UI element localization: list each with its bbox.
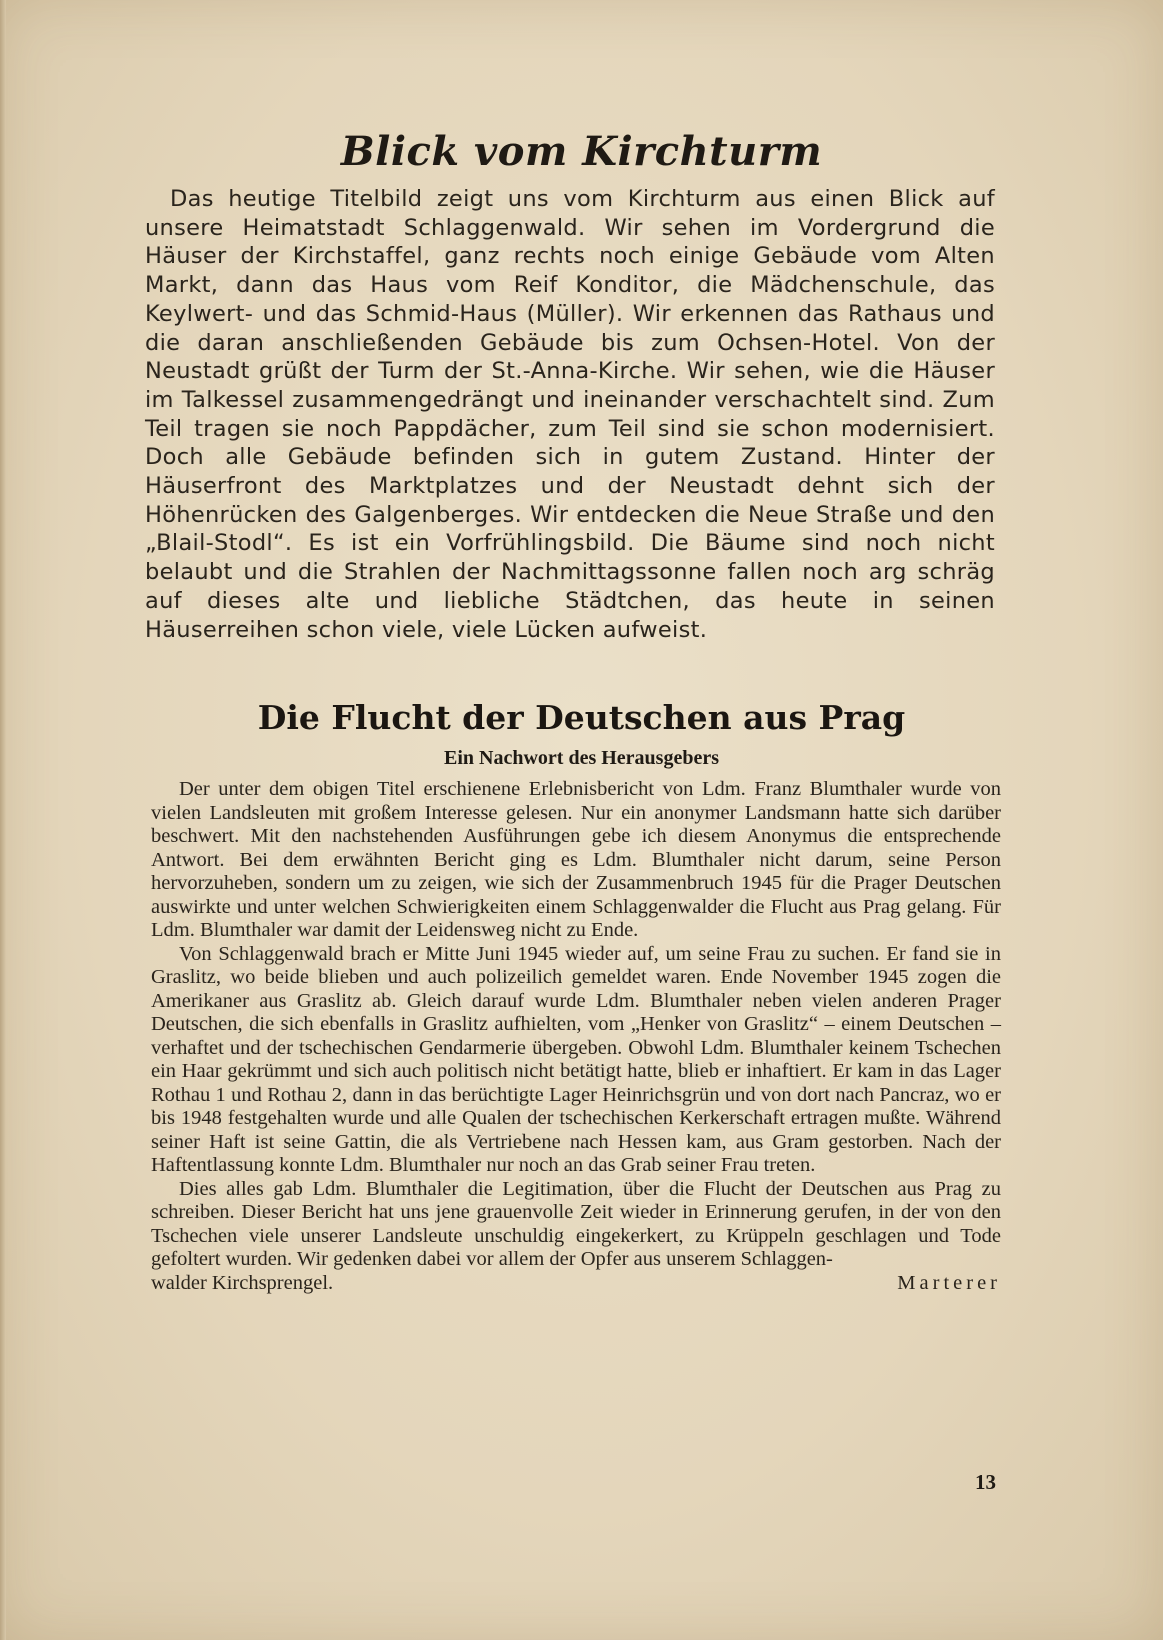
article2-paragraph-3: Dies alles gab Ldm. Blumthaler die Legitimation, über die Flucht der Deutschen aus Prag zu schreiben. Dieser Bericht hat uns jene grauenvolle Zeit wieder in Erinnerung gerufen, in der von den Tschechen viele unserer Landsleute unschuldig eingekerkert, zu Krüppeln geschlagen und Tode gefoltert wurden. Wir gedenken dabei vor allem der Opfer aus unserem Schlaggen-: [151, 1177, 1001, 1270]
article2-body: [151, 778, 1001, 1295]
article1-body: Das heutige Titelbild zeigt uns vom Kirchturm aus einen Blick auf unsere Heimatstadt Schlaggenwald. Wir sehen im Vordergrund die Häuser der Kirchstaffel, ganz rechts noch einige Gebäude vom Alten Markt, dann das Haus vom Reif Konditor, die Mädchenschule, das Keylwert- und das Schmid-Haus (Müller). Wir erkennen das Rathaus und die daran anschließenden Gebäude bis zum Ochsen-Hotel. Von der Neustadt grüßt der Turm der St.-Anna-Kirche. Wir sehen, wie die Häuser im Talkessel zusammengedrängt und ineinander verschachtelt sind. Zum Teil tragen sie noch Pappdächer, zum Teil sind sie schon modernisiert. Doch alle Gebäude befinden sich in gutem Zustand. Hinter der Häuserfront des Marktplatzes und der Neustadt dehnt sich der Höhenrücken des Galgenberges. Wir entdecken die Neue Straße und den „Blail-Stodl“. Es ist ein Vorfrühlingsbild. Die Bäume sind noch nicht belaubt und die Strahlen der Nachmittagssonne fallen noch arg schräg auf dieses alte und liebliche Städtchen, das heute in seinen Häuserreihen schon viele, viele Lücken aufweist.: [145, 186, 995, 643]
article1-title: Blick vom Kirchturm: [340, 128, 823, 175]
article2-paragraph-1: Der unter dem obigen Titel erschienene Erlebnisbericht von Ldm. Franz Blumthaler wurde von vielen Landsleuten mit großem Interesse gelesen. Nur ein anonymer Landsmann hatte sich darüber beschwert. Mit den nachstehenden Ausführungen gebe ich diesem Anonymus die entsprechende Antwort. Bei dem erwähnten Bericht ging es Ldm. Blumthaler nicht darum, seine Person hervorzuheben, sondern um zu zeigen, wie sich der Zusammenbruch 1945 für die Prager Deutschen auswirkte und unter welchen Schwierigkeiten einem Schlaggenwalder die Flucht aus Prag gelang. Für Ldm. Blumthaler war damit der Leidensweg nicht zu Ende.: [151, 778, 1001, 941]
article2-title: Die Flucht der Deutschen aus Prag: [257, 698, 906, 737]
article2-paragraph-2: Von Schlaggenwald brach er Mitte Juni 1945 wieder auf, um seine Frau zu suchen. Er fand sie in Graslitz, wo beide blieben und auch polizeilich gemeldet waren. Ende November 1945 zogen die Amerikaner aus Graslitz ab. Gleich darauf wurde Ldm. Blumthaler neben vielen anderen Prager Deutschen, die sich ebenfalls in Graslitz aufhielten, vom „Henker von Graslitz“ – einem Deutschen – verhaftet und der tschechischen Gendarmerie übergeben. Obwohl Ldm. Blumthaler keinem Tschechen ein Haar gekrümmt und sich auch politisch nicht betätigt hatte, blieb er inhaftiert. Er kam in das Lager Rothau 1 und Rothau 2, dann in das berüchtigte Lager Heinrichsgrün und von dort nach Pancraz, wo er bis 1948 festgehalten wurde und alle Qualen der tschechischen Kerkerschaft ertragen mußte. Während seiner Haft ist seine Gattin, die als Vertriebene nach Hessen kam, aus Gram gestorben. Nach der Haftentlassung konnte Ldm. Blumthaler nur noch an das Grab seiner Frau treten.: [151, 942, 1001, 1176]
article2-last-line: walder Kirchsprengel.: [151, 1271, 334, 1294]
page-number: 13: [975, 1470, 996, 1494]
author-signature: Marterer: [897, 1271, 1001, 1294]
signoff-line: [151, 1272, 1001, 1296]
page-edge: [0, 0, 6, 1640]
article2-subtitle: Ein Nachwort des Herausgebers: [444, 747, 719, 769]
